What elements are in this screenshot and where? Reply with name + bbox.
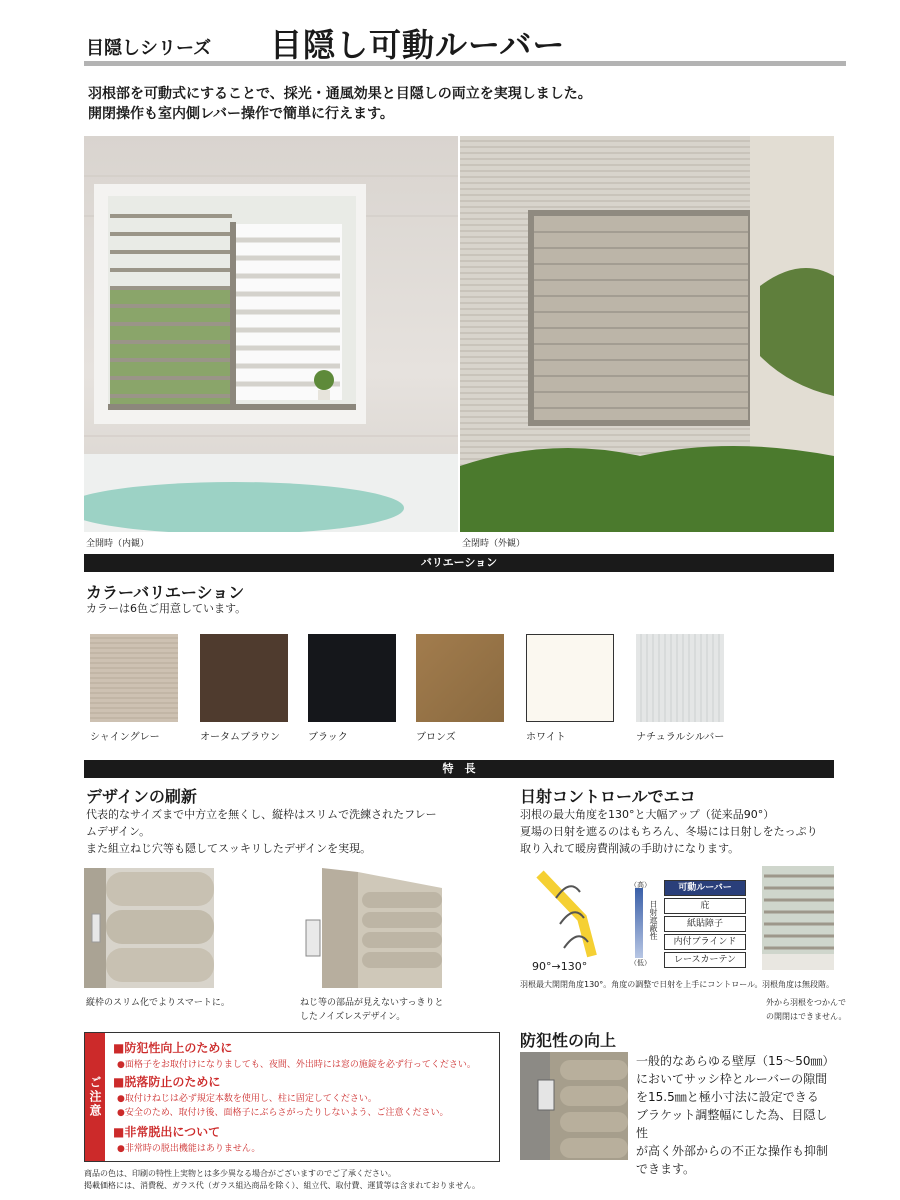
security-line: においてサッシ枠とルーバーの隙間 — [636, 1072, 828, 1086]
swatch-label: シャイングレー — [90, 732, 160, 743]
swatch-label: ナチュラルシルバー — [636, 732, 725, 743]
swatch-shine-gray — [90, 634, 178, 722]
legend-item: 庇 — [664, 898, 746, 914]
design-caption-2-line: したノイズレスデザイン。 — [300, 1012, 406, 1022]
bracket-illustration — [520, 1052, 628, 1160]
color-variation-heading: カラーバリエーション — [86, 583, 245, 602]
intro-line-2: 開閉操作も室内側レバー操作で簡単に行えます。 — [88, 106, 394, 122]
swatch-black — [308, 634, 396, 722]
security-line: が高く外部からの不正な操作も抑制 — [636, 1144, 829, 1158]
interior-caption: 全開時（内観） — [86, 539, 150, 549]
eco-heading: 日射コントロールでエコ — [520, 787, 696, 806]
axis-low: （低） — [630, 959, 651, 967]
swatch-label: ブラック — [308, 732, 348, 743]
caution-side-label: ご注意 — [85, 1033, 105, 1161]
security-heading: 防犯性の向上 — [520, 1031, 617, 1050]
security-line: できます。 — [636, 1162, 696, 1176]
security-line: ブラケット調整幅にした為、目隠し性 — [636, 1108, 828, 1140]
color-variation-note: カラーは6色ご用意しています。 — [86, 602, 247, 615]
swatch-label: ホワイト — [526, 732, 566, 743]
swatch-white — [526, 634, 614, 722]
intro-text — [88, 84, 828, 124]
design-heading: デザインの刷新 — [86, 787, 197, 806]
legend-item: 紙貼障子 — [664, 916, 746, 932]
photo-exterior — [460, 136, 834, 532]
caution-box — [84, 1032, 500, 1162]
slim-frame-illustration — [84, 868, 214, 988]
caution-item: ●非常時の脱出機能はありません。 — [117, 1144, 261, 1154]
eco-side-caption-3: の開閉はできません。 — [766, 1012, 847, 1021]
axis-label: 日射遮蔽性 — [649, 900, 658, 940]
exterior-illustration — [460, 136, 834, 532]
legend-item: レースカーテン — [664, 952, 746, 968]
footer-line: 掲載価格には、消費税、ガラス代（ガラス組込商品を除く）、組立代、取付費、運賃等は含まれておりません。 — [84, 1181, 480, 1190]
eco-side-caption-1: 羽根角度は無段階。 — [762, 980, 834, 989]
swatch-natural-silver — [636, 634, 724, 722]
design-line: 代表的なサイズまで中方立を無くし、縦枠はスリムで洗練されたフレー — [86, 808, 437, 821]
swatch-autumn-brown — [200, 634, 288, 722]
design-caption-2-line: ねじ等の部品が見えないすっきりと — [300, 998, 444, 1008]
design-caption-2 — [300, 996, 443, 1024]
photo-interior — [84, 136, 458, 532]
caution-heading: ■防犯性向上のために — [113, 1041, 233, 1055]
louver-angle-diagram — [520, 868, 620, 960]
swatch-label: オータムブラウン — [200, 732, 280, 743]
caution-item: ●面格子をお取付けになりましても、夜間、外出時には窓の施錠を必ず行ってください。 — [117, 1060, 476, 1070]
security-line: 一般的なあらゆる壁厚（15～50㎜） — [636, 1054, 835, 1068]
design-text — [86, 806, 476, 857]
design-line: ムデザイン。 — [86, 825, 151, 838]
caution-heading: ■脱落防止のために — [113, 1075, 221, 1089]
caution-heading: ■非常脱出について — [113, 1125, 221, 1139]
caution-item: ●取付けねじは必ず規定本数を使用し、柱に固定してください。 — [117, 1094, 377, 1104]
eco-line: 取り入れて暖房費削減の手助けになります。 — [520, 842, 740, 855]
eco-caption: 羽根最大開閉角度130°。角度の調整で日射を上手にコントロール。 — [520, 980, 763, 989]
axis-high: （高） — [630, 881, 651, 889]
intro-line-1: 羽根部を可動式にすることで、採光・通風効果と目隠しの両立を実現しました。 — [88, 86, 592, 102]
footer-notes — [84, 1168, 480, 1192]
design-caption-1: 縦枠のスリム化でよりスマートに。 — [86, 998, 230, 1008]
design-line: また組立ねじ穴等も隠してスッキリしたデザインを実現。 — [86, 842, 372, 855]
security-text — [636, 1052, 836, 1178]
section-bar-features: 特 長 — [84, 760, 834, 778]
caution-item: ●安全のため、取付け後、面格子にぶらさがったりしないよう、ご注意ください。 — [117, 1108, 449, 1118]
page-header — [84, 14, 846, 66]
louver-side-photo — [762, 866, 834, 970]
eco-text — [520, 806, 840, 857]
footer-line: 商品の色は、印刷の特性上実物とは多少異なる場合がございますのでご了承ください。 — [84, 1169, 396, 1178]
noiseless-design-illustration — [296, 868, 442, 988]
swatch-bronze — [416, 634, 504, 722]
section-bar-variation: バリエーション — [84, 554, 834, 572]
eco-side-caption-2: 外から羽根をつかんで — [766, 998, 846, 1007]
series-label: 目隠しシリーズ — [86, 38, 212, 59]
angle-label: 90°→130° — [532, 960, 588, 973]
exterior-caption: 全閉時（外観） — [462, 539, 526, 549]
legend-title: 可動ルーバー — [664, 880, 746, 896]
security-line: を15.5㎜と極小寸法に設定できる — [636, 1090, 819, 1104]
legend-item: 内付ブラインド — [664, 934, 746, 950]
interior-illustration — [84, 136, 458, 532]
eco-line: 羽根の最大角度を130°と大幅アップ（従来品90°） — [520, 808, 775, 821]
page-title: 目隠し可動ルーバー — [270, 26, 566, 64]
swatch-label: ブロンズ — [416, 732, 456, 743]
eco-line: 夏場の日射を遮るのはもちろん、冬場には日射しをたっぷり — [520, 825, 818, 838]
